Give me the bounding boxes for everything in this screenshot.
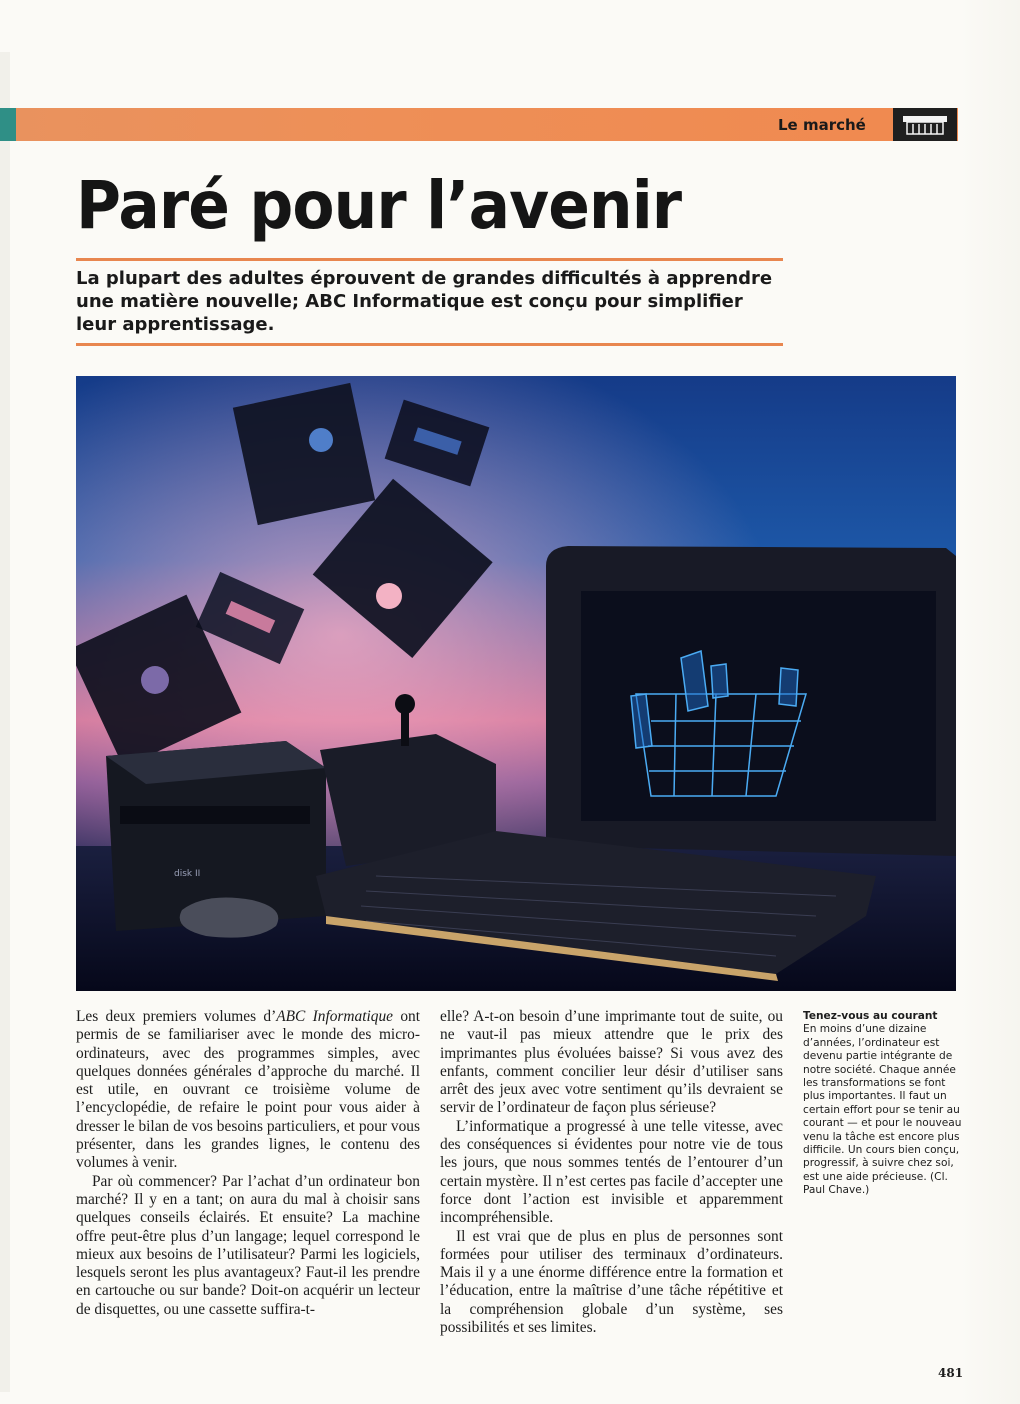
mouse	[180, 898, 279, 938]
paragraph-5: Il est vrai que de plus en plus de personnes sont formées pour utiliser des terminaux d’ordinateurs. Mais il y a une énorme différence entre la formation et l’éducation, entre la maîtrise d’une tâche répétitive et la compréhension globale d’un système, ses possibilités et ses limites.	[440, 1227, 783, 1337]
page-edge	[0, 52, 10, 1392]
lead-paragraph: La plupart des adultes éprouvent de grandes difficultés à apprendre une matière nouvelle; ABC Informatique est conçu pour simplifier leur apprentissage.	[76, 268, 773, 335]
caption-body: En moins d’une dizaine d’années, l’ordinateur est devenu partie intégrante de notre société. Chaque année les transformations se font plus importantes. Il faut un certain effort pour se tenir au courant — et pour le nouveau venu la tâche est encore plus difficile. Un cours bien conçu, progressif, à suivre chez soi, est une aide précieuse. (Cl. Paul Chave.)	[803, 1023, 962, 1197]
page-number: 481	[938, 1366, 964, 1380]
article-column-2	[440, 1008, 783, 1337]
paragraph-3: elle? A-t-on besoin d’une imprimante tout de suite, ou ne vaut-il pas mieux attendre que le prix des imprimantes plus évoluées baisse? Si vous avez des enfants, comment concilier leur désir d’utiliser sans arrêt des jeux avec votre sentiment qu’ils devraient se servir de l’ordinateur de façon plus sérieuse?	[440, 1008, 783, 1117]
computer-photo	[76, 376, 956, 991]
disk-drive-label: disk II	[174, 869, 201, 879]
paragraph-4: L’informatique a progressé à une telle vitesse, avec des conséquences si évidentes pour notre vie de tous les jours, que nous sommes tentés de l’entourer d’un certain mystère. Il n’est certes pas facile d’accepter une force dont l’action est invisible et apparemment incompréhensible.	[440, 1117, 783, 1227]
page-margin	[960, 0, 1020, 1404]
paragraph-2: Par où commencer? Par l’achat d’un ordinateur bon marché? Il y en a tant; on aura du mal à choisir sans quelques conseils éclairés. Et ensuite? La machine offre peut-être plus d’un langage; lequel correspond le mieux aux besoins de l’utilisateur? Parmi les logiciels, lesquels seront les plus avantageux? Faut-il les prendre en cartouche ou sur bande? Doit-on acquérir un lecteur de disquettes, ou une cassette suffira-t-	[76, 1172, 420, 1318]
section-label: Le marché	[778, 116, 866, 134]
article-column-1	[76, 1008, 420, 1319]
page-title: Paré pour l’avenir	[76, 167, 682, 244]
lead-rule	[76, 343, 783, 346]
monitor	[546, 546, 956, 856]
floppy-disk-icon	[233, 383, 375, 525]
paragraph-1: Les deux premiers volumes d’ABC Informatique ont permis de se familiariser avec le monde des micro-ordinateurs, avec des programmes simples, avec quelques données générales d’approche du marché. Il est utile, en ouvrant ce troisième volume de l’encyclopédie, de refaire le point pour vous aider à dresser le bilan de vos besoins particuliers, et pour vous présenter, dans les grandes lignes, le contenu des volumes à venir.	[76, 1008, 421, 1172]
section-band-tab	[0, 108, 16, 141]
keyboard-icon	[893, 108, 957, 141]
title-rule	[76, 258, 783, 261]
book-title: ABC Informatique	[276, 1008, 394, 1025]
caption-title: Tenez-vous au courant	[803, 1010, 938, 1022]
photo-caption	[803, 1010, 968, 1198]
